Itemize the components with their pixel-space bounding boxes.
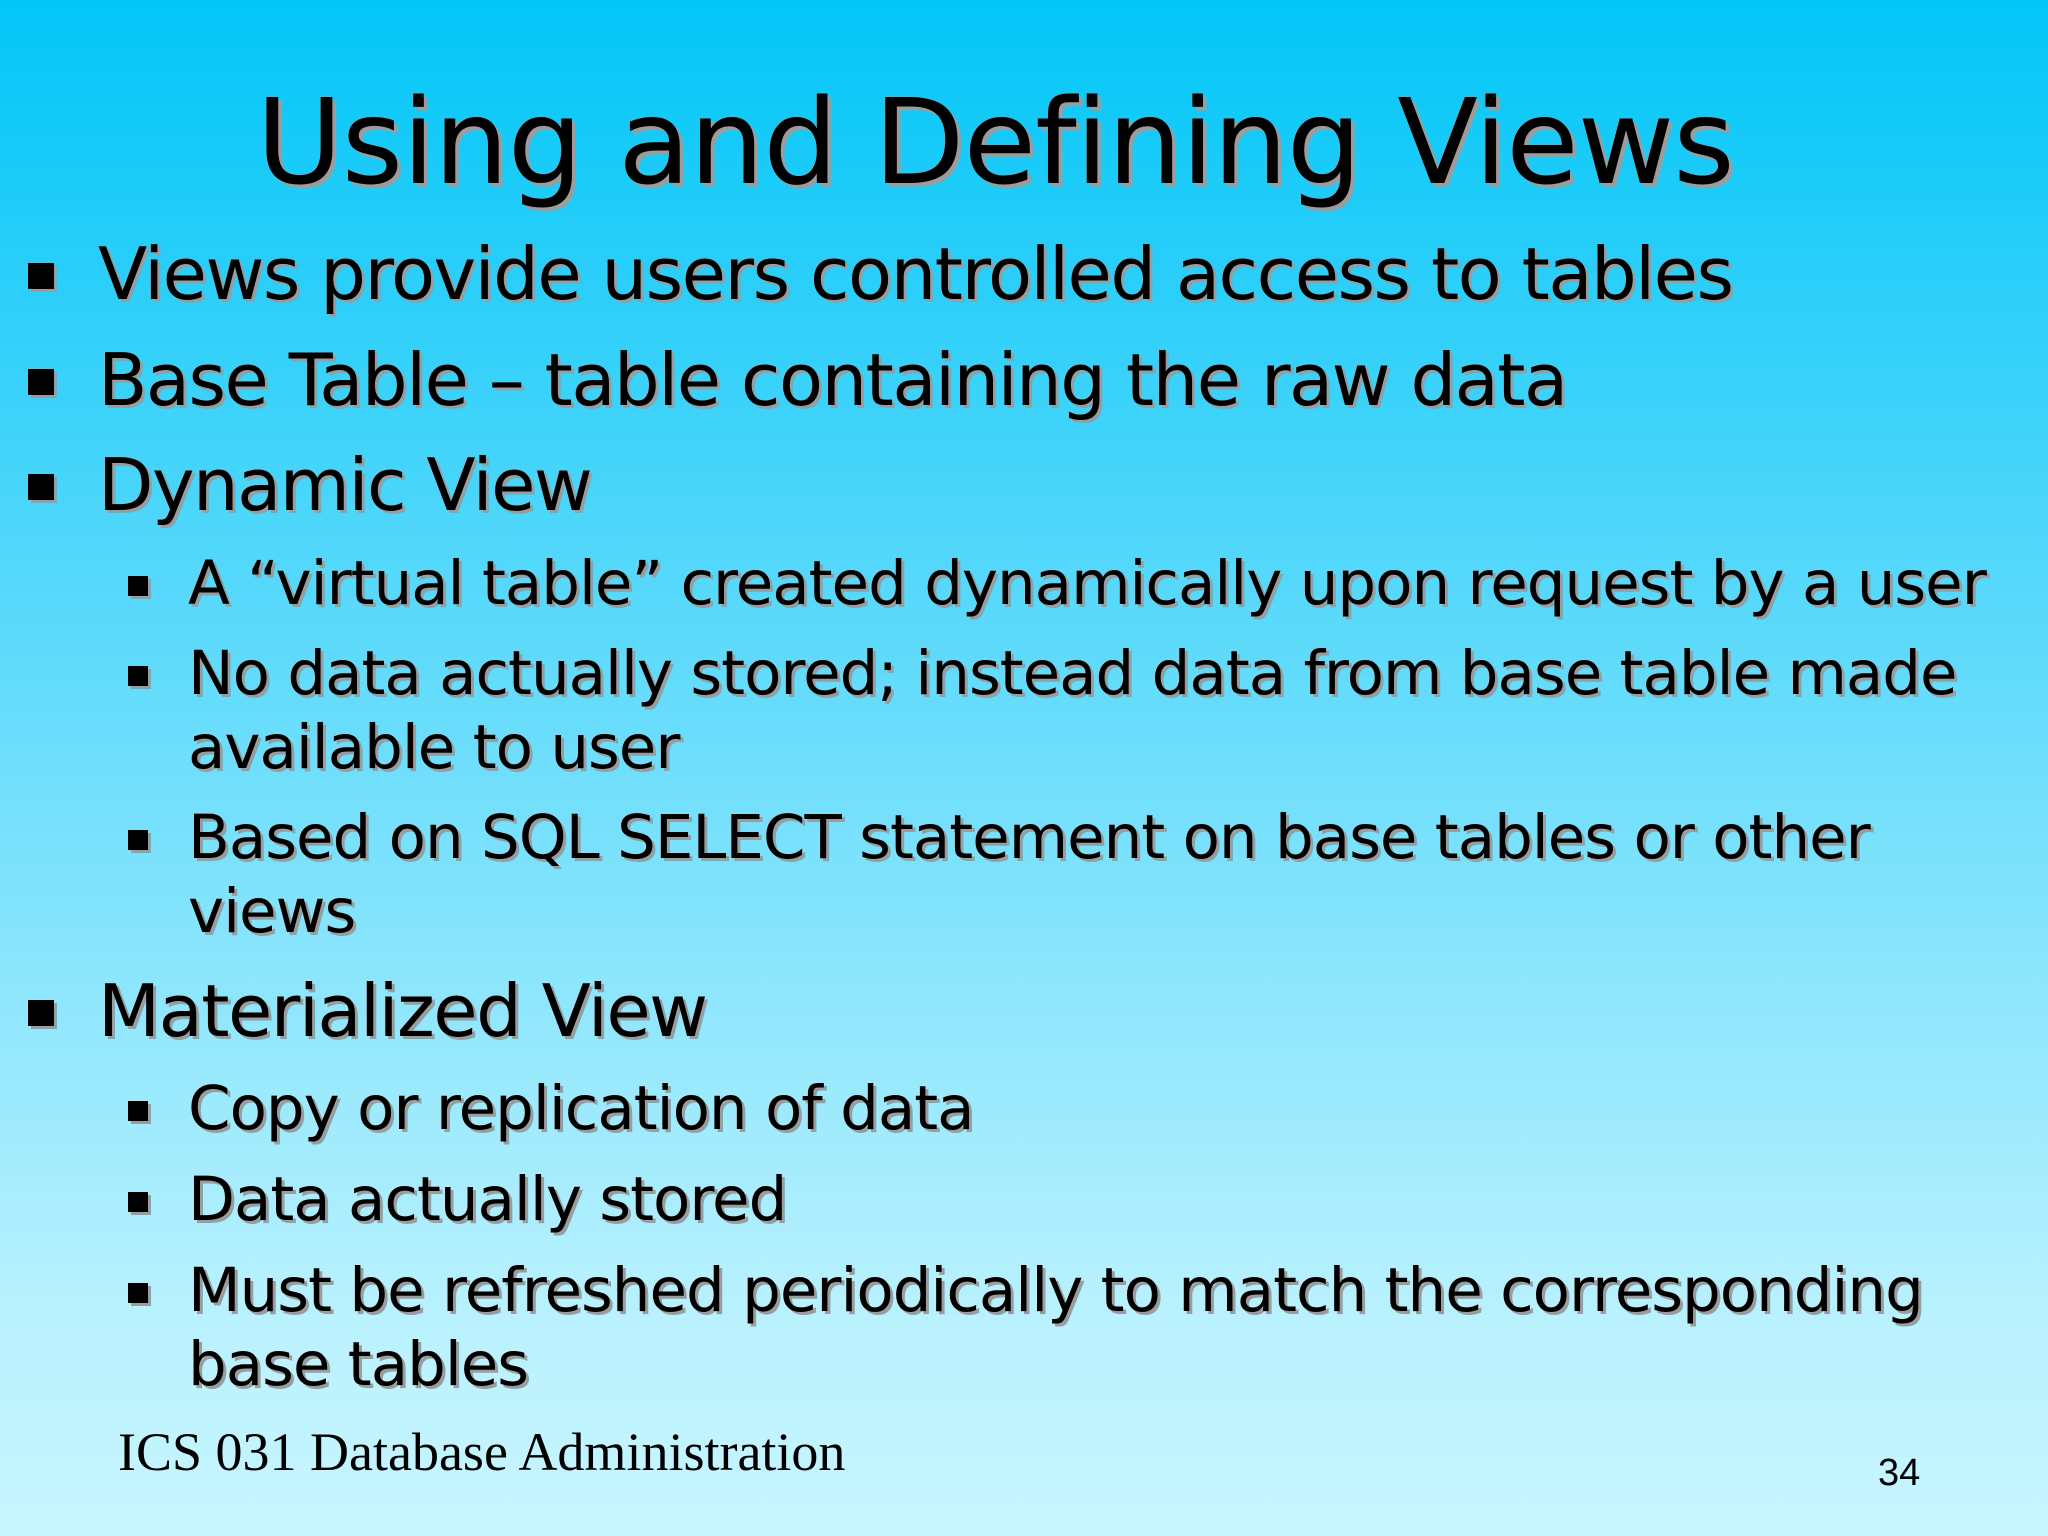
bullet-text-line-2: views [188, 876, 356, 947]
bullet-text: Materialized View [98, 969, 707, 1053]
bullet-text: Copy or replication of data [188, 1073, 974, 1144]
bullet-text-line-1: Based on SQL SELECT statement on base tables or other [188, 802, 1870, 873]
bullet-text-line-2: base tables [188, 1329, 529, 1400]
bullet-dynamic-view [98, 437, 591, 533]
square-bullet-icon [128, 666, 148, 686]
bullet-text: Views provide users controlled access to tables [98, 232, 1733, 316]
bullet-text: Dynamic View [98, 443, 592, 527]
bullet-text: Base Table – table containing the raw data [98, 338, 1567, 422]
square-bullet-icon [128, 830, 148, 850]
subbullet-data-stored [188, 1163, 786, 1237]
subbullet-no-data-stored [188, 637, 1957, 785]
bullet-text-line-1: No data actually stored; instead data from base table made [188, 638, 1957, 709]
square-bullet-icon [128, 1192, 148, 1212]
bullet-text-line-1: Must be refreshed periodically to match the corresponding [188, 1255, 1923, 1326]
subbullet-virtual-table [188, 547, 1986, 621]
bullet-views-provide-access [98, 226, 1732, 322]
bullet-text: A “virtual table” created dynamically upon request by a user [188, 548, 1986, 619]
square-bullet-icon [28, 474, 54, 500]
subbullet-copy-replication [188, 1072, 974, 1146]
bullet-text-line-2: available to user [188, 712, 680, 783]
square-bullet-icon [28, 263, 54, 289]
footer-course-name: ICS 031 Database Administration [118, 1422, 846, 1482]
page-number: 34 [1878, 1452, 1921, 1494]
square-bullet-icon [28, 1000, 54, 1026]
bullet-text: Data actually stored [188, 1164, 787, 1235]
subbullet-refreshed-periodically [188, 1254, 1923, 1402]
subbullet-sql-select [188, 801, 1870, 949]
square-bullet-icon [128, 576, 148, 596]
bullet-materialized-view [98, 963, 707, 1059]
square-bullet-icon [128, 1283, 148, 1303]
square-bullet-icon [28, 369, 54, 395]
bullet-base-table [98, 332, 1567, 428]
square-bullet-icon [128, 1101, 148, 1121]
slide-title: Using and Defining Views [256, 73, 1734, 211]
